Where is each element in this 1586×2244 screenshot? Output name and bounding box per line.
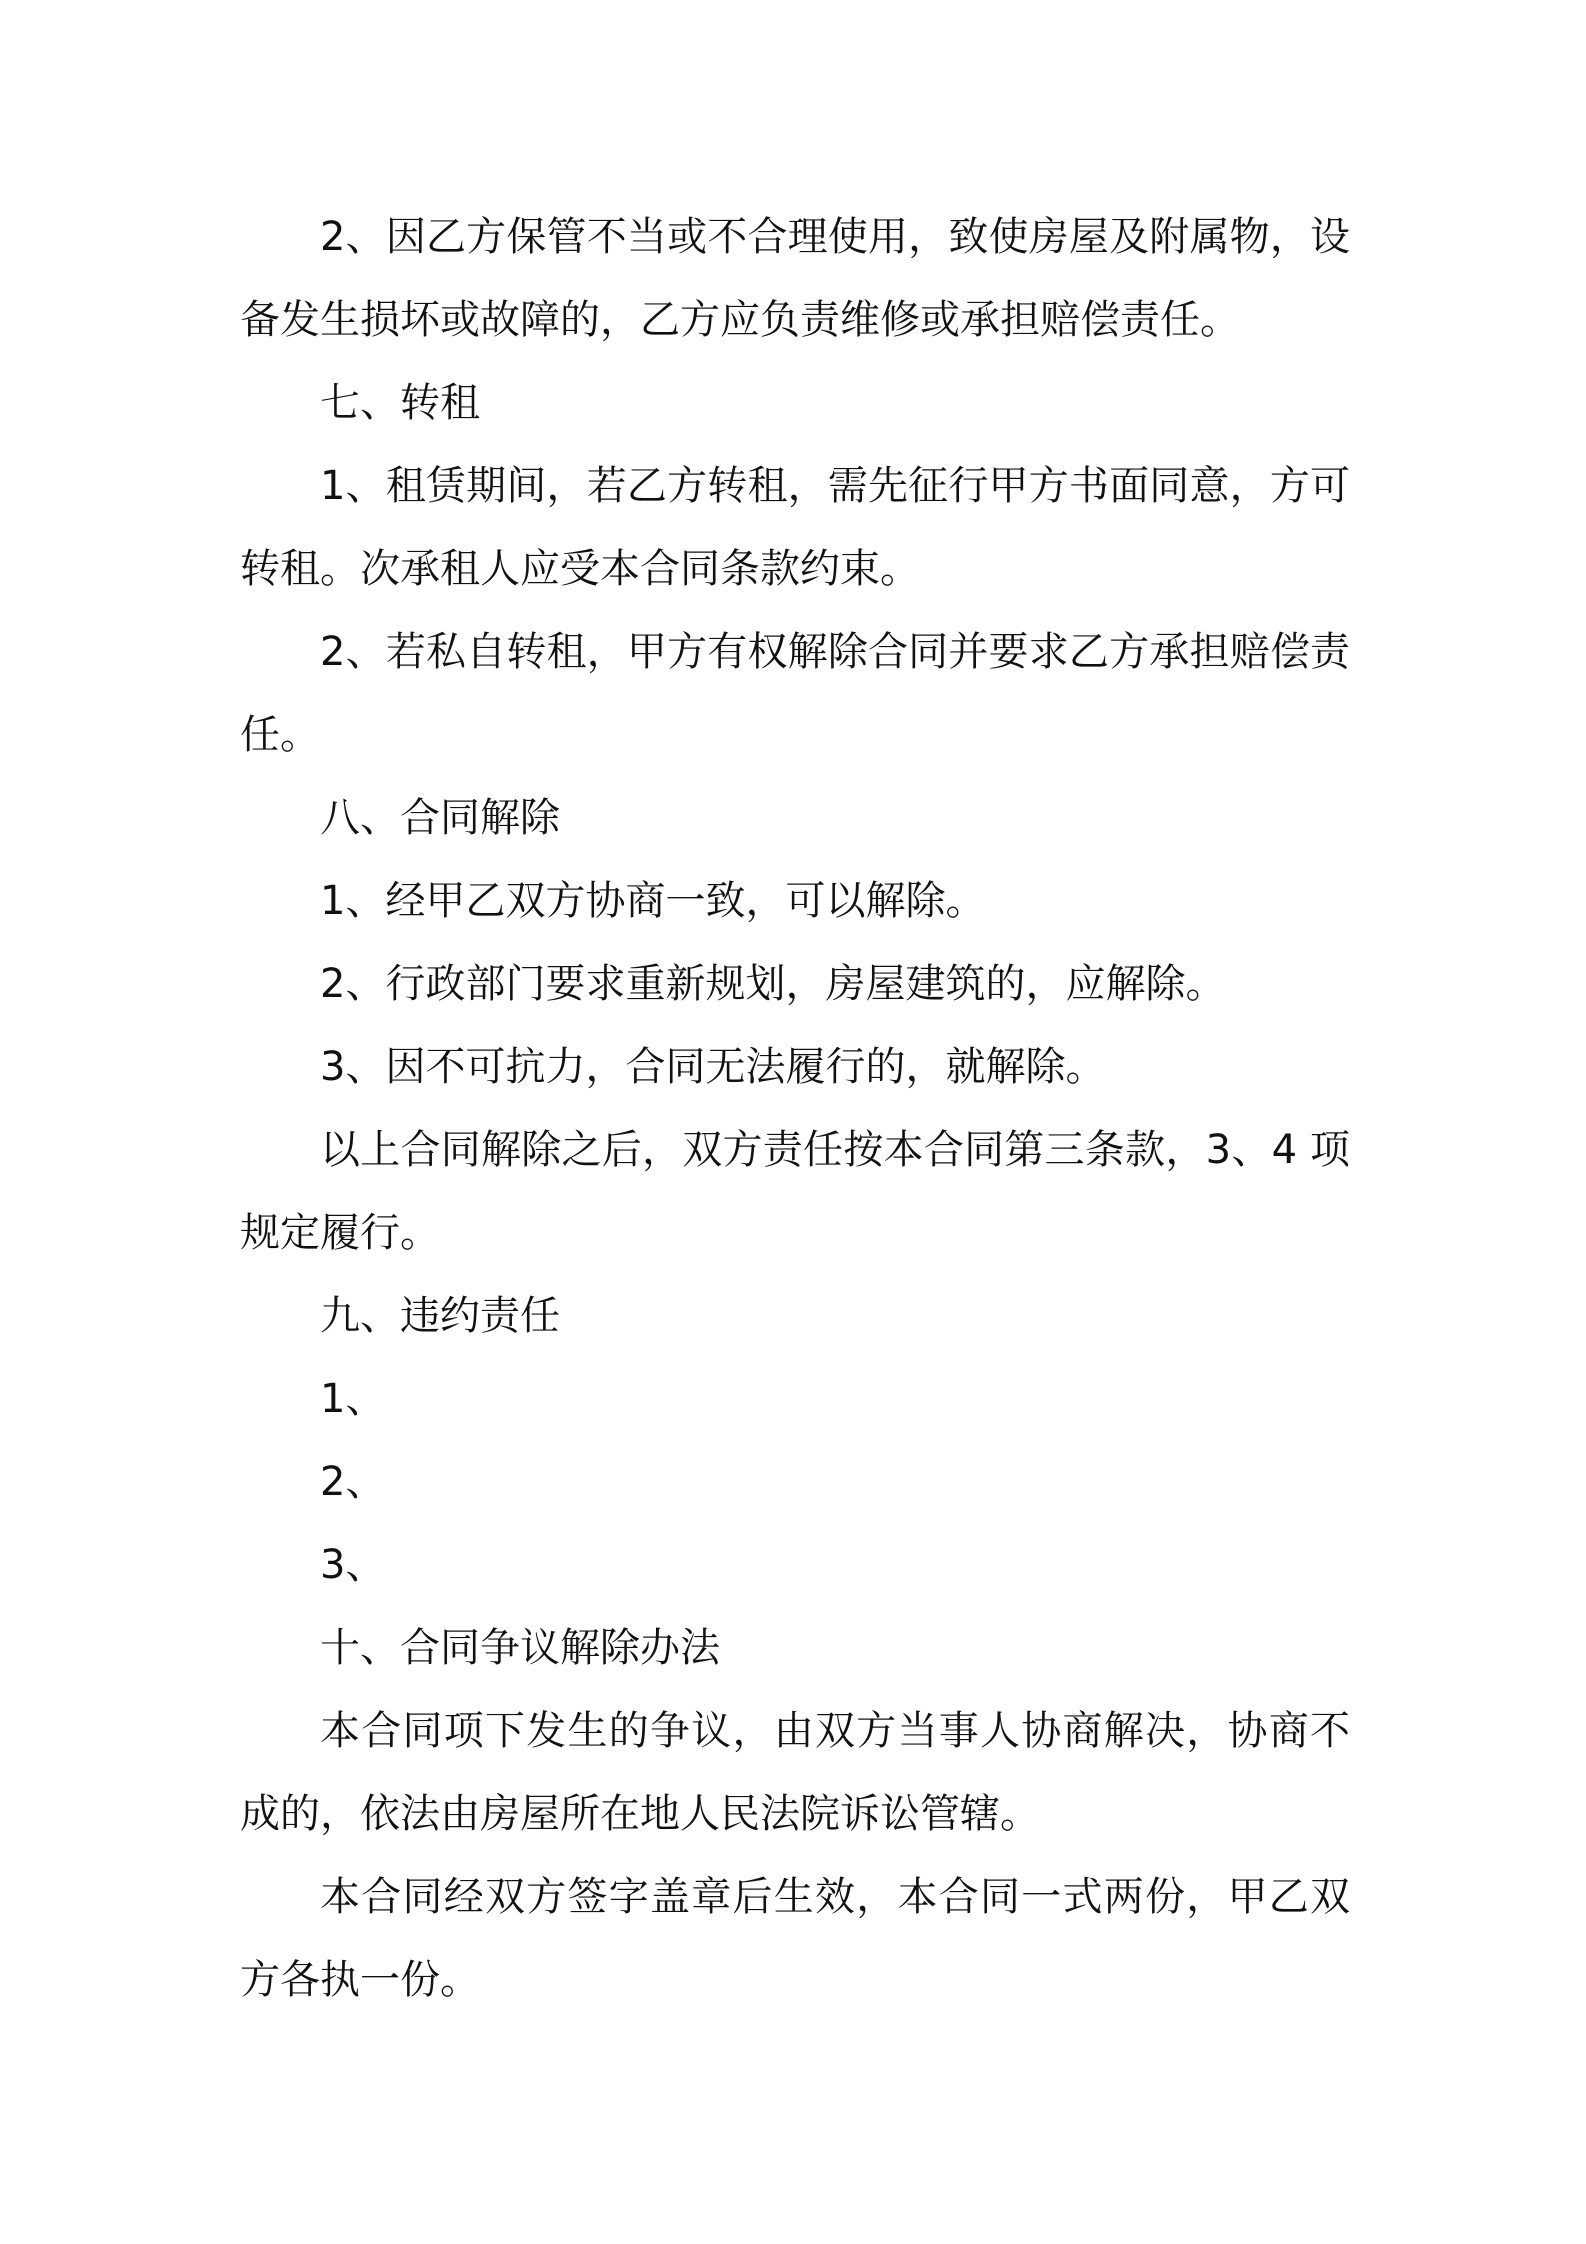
contract-body [240,196,1350,2022]
section-heading-termination: 八、合同解除 [320,795,560,841]
clause-7-item-1: 1、租赁期间，若乙方转租，需先征行甲方书面同意，方可转租。次承租人应受本合同条款约束。 [240,463,1350,592]
clause-7-item-2: 2、若私自转租，甲方有权解除合同并要求乙方承担赔偿责任。 [240,629,1350,758]
section-heading-sublease: 七、转租 [320,380,480,426]
clause-9-item-1: 1、 [320,1376,386,1422]
clause-9-item-3: 3、 [320,1542,386,1588]
clause-10-text: 本合同项下发生的争议，由双方当事人协商解决，协商不成的，依法由房屋所在地人民法院诉讼管辖。 [240,1708,1350,1837]
section-heading-dispute: 十、合同争议解除办法 [320,1625,720,1671]
clause-8-item-3: 3、因不可抗力，合同无法履行的，就解除。 [320,1044,1106,1090]
clause-8-note: 以上合同解除之后，双方责任按本合同第三条款，3、4 项规定履行。 [240,1127,1350,1256]
clause-6-item-2: 2、因乙方保管不当或不合理使用，致使房屋及附属物，设备发生损坏或故障的，乙方应负责维修或承担赔偿责任。 [240,214,1350,343]
clause-8-item-2: 2、行政部门要求重新规划，房屋建筑的，应解除。 [320,961,1226,1007]
clause-9-item-2: 2、 [320,1459,386,1505]
clause-8-item-1: 1、经甲乙双方协商一致，可以解除。 [320,878,986,924]
section-heading-breach: 九、违约责任 [320,1293,560,1339]
effectiveness-clause: 本合同经双方签字盖章后生效，本合同一式两份，甲乙双方各执一份。 [240,1874,1350,2003]
